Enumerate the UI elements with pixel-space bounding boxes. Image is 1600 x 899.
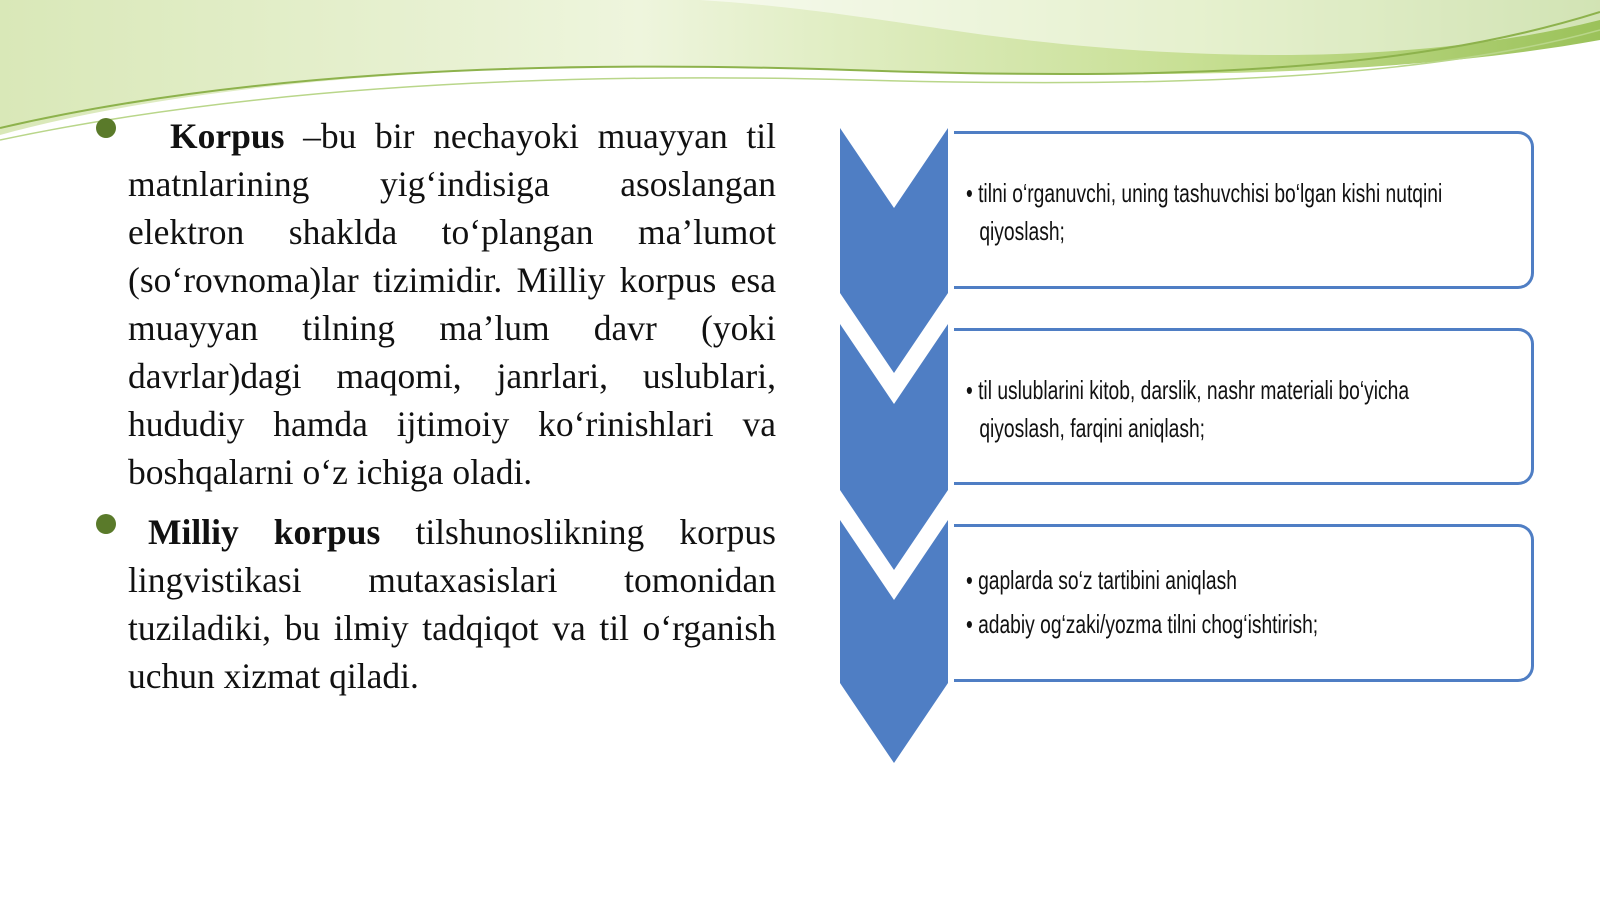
text-panel [90, 112, 776, 712]
card-1-line-2: qiyoslash; [979, 216, 1065, 246]
bullet-icon [96, 514, 116, 534]
info-card-3 [954, 524, 1534, 682]
term-milliy-korpus: Milliy korpus [148, 512, 381, 552]
paragraph-milliy-korpus [90, 508, 776, 700]
card-3-line-1: • gaplarda so‘z tartibini aniqlash [966, 565, 1237, 595]
chevron-1 [840, 128, 948, 373]
card-2-line-2: qiyoslash, farqini aniqlash; [979, 413, 1205, 443]
card-2-line-1: • til uslublarini kitob, darslik, nashr materiali bo‘yicha [966, 375, 1410, 405]
definition-korpus: –bu bir nechayoki muayyan til matnlarining yig‘indisiga asoslangan elektron shaklda to‘plangan ma’lumot (so‘rovnoma)lar tizimidir. Milliy korpus esa muayyan tilning ma’lum davr (yoki davrlar)dagi maqomi, janrlari, uslublari, hududiy hamda ijtimoiy ko‘rinishlari va boshqalarni o‘z ichiga oladi. [128, 116, 776, 492]
bullet-icon [96, 118, 116, 138]
card-3-line-2: • adabiy og‘zaki/yozma tilni chog‘ishtirish; [966, 609, 1319, 639]
chevron-arrows-diagram [840, 128, 960, 768]
definition-milliy-korpus: tilshunoslikning korpus lingvistikasi mutaxasislari tomonidan tuziladiki, bu ilmiy tadqiqot va til o‘rganish uchun xizmat qiladi. [128, 512, 776, 696]
info-card-2 [954, 328, 1534, 485]
info-card-1 [954, 131, 1534, 289]
paragraph-korpus [90, 112, 776, 496]
card-1-line-1: • tilni o‘rganuvchi, uning tashuvchisi bo‘lgan kishi nutqini [966, 178, 1443, 208]
term-korpus: Korpus [170, 116, 285, 156]
